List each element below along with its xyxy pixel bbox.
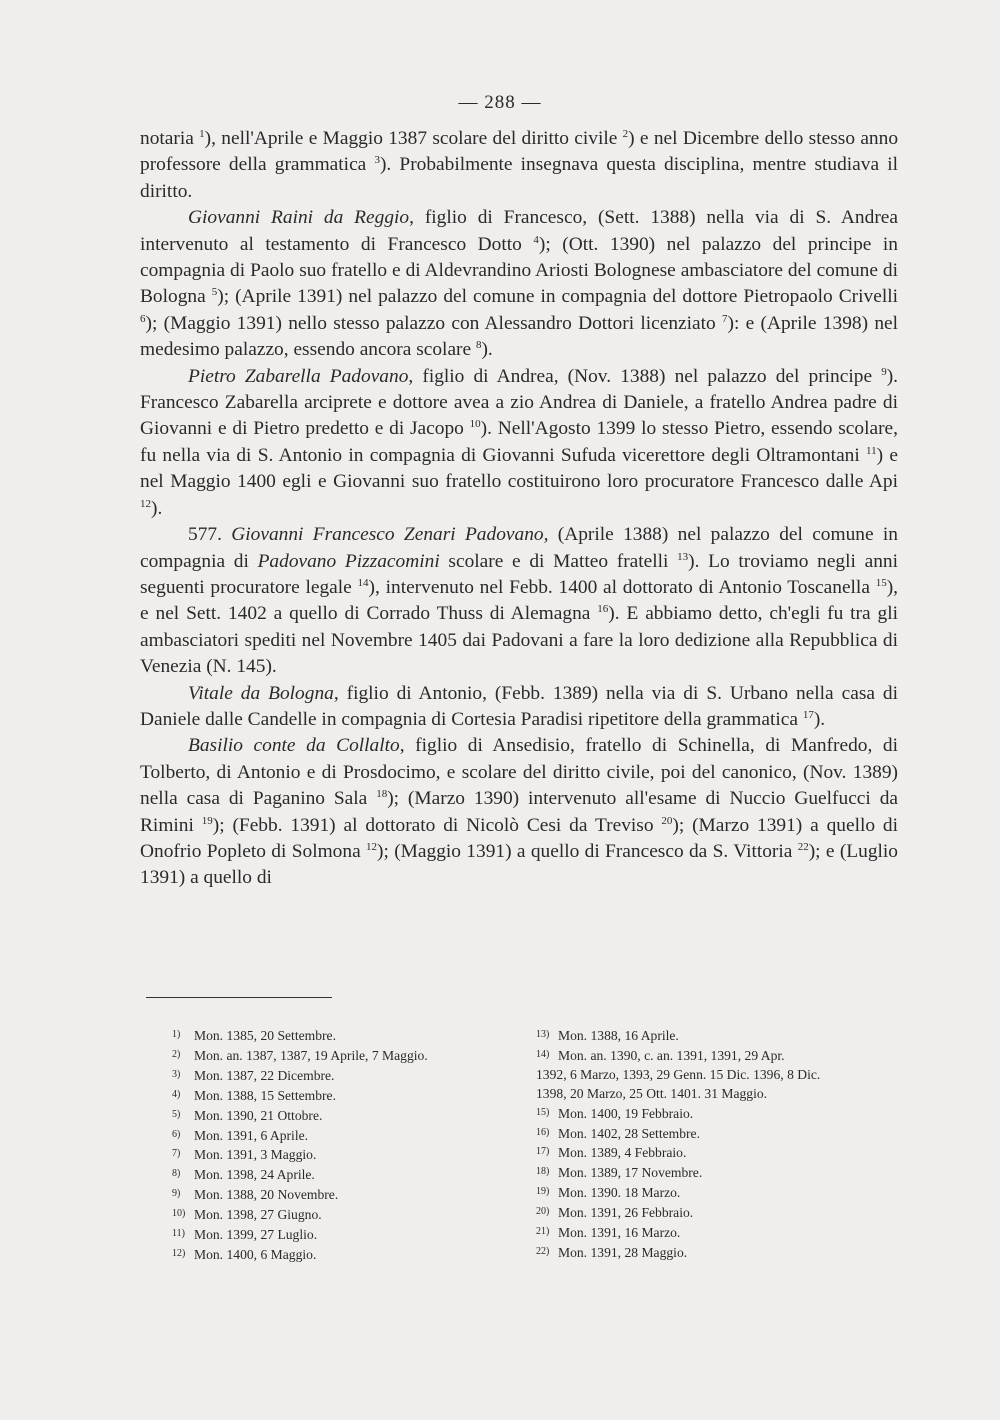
footnote-text: Mon. 1385, 20 Settembre. <box>194 1028 336 1043</box>
footnote-reference: 10 <box>469 418 481 431</box>
italic-name: Giovanni Francesco Zenari Padovano, <box>231 524 549 546</box>
footnote-reference: 14 <box>357 576 369 589</box>
text-run: ); (Aprile 1391) nel palazzo del comune in compagnia del dottore Pietropaolo Crivelli <box>217 286 898 308</box>
footnote <box>172 1066 532 1086</box>
text-run: ), nell'Aprile e Maggio 1387 scolare del diritto civile <box>204 128 623 149</box>
footnotes-right-column <box>536 1026 906 1263</box>
text-run: , figlio di Francesco, (Sett. 1388) nella via di S. Andrea intervenuto al testamento di Francesco Dotto <box>140 207 898 255</box>
paragraph <box>140 364 898 522</box>
footnote-reference: 20 <box>661 814 673 827</box>
paragraph <box>140 522 898 680</box>
text-run: ); (Ott. 1390) nel palazzo del principe in compagnia di Paolo suo fratello e di Aldevrandino Ariosti Bolognese ambasciatore del comune di Bologna <box>140 233 899 308</box>
footnote-text: Mon. an. 1390, c. an. 1391, 1391, 29 Apr. <box>558 1047 785 1063</box>
footnote-reference: 18 <box>376 788 388 801</box>
italic-name: Padovano Pizzacomini <box>257 550 440 572</box>
text-run: ). E abbiamo detto, ch'egli fu tra gli ambasciatori spediti nel Novembre 1405 dai Padovani a fare la loro dedizione alla Repubblica di Venezia (N. 145). <box>140 603 898 678</box>
footnote-reference: 13 <box>677 550 689 563</box>
footnote-text: Mon. 1389, 4 Febbraio. <box>558 1145 687 1161</box>
footnote-text: Mon. 1390. 18 Marzo. <box>558 1185 681 1201</box>
text-run: , figlio di Andrea, (Nov. 1388) nel palazzo del principe <box>408 365 882 387</box>
footnote-text: Mon. 1388, 16 Aprile. <box>558 1028 679 1043</box>
text-run: ); (Marzo 1391) a quello di Onofrio Popleto di Solmona <box>140 814 899 862</box>
footnote-mark: 21) <box>536 1226 550 1238</box>
footnote-reference: 22 <box>797 840 809 853</box>
footnote <box>172 1165 532 1185</box>
footnote <box>172 1145 532 1165</box>
text-run: ). Francesco Zabarella arciprete e dottore avea a zio Andrea di Daniele, a fratello Andrea padre di Giovanni e di Pietro predetto e di Jacopo <box>140 365 898 440</box>
footnote <box>536 1203 906 1223</box>
footnote-text: Mon. 1391, 3 Maggio. <box>194 1147 317 1163</box>
text-run: scolare e di Matteo fratelli <box>439 550 678 572</box>
footnote-mark: 12) <box>172 1247 186 1259</box>
footnote-text: Mon. 1388, 20 Novembre. <box>194 1187 339 1203</box>
footnote <box>536 1243 906 1263</box>
footnote-reference: 16 <box>597 603 609 616</box>
footnote-text: Mon. 1400, 19 Febbraio. <box>558 1105 694 1121</box>
footnote-reference: 12 <box>366 840 378 853</box>
text-run: ). Lo troviamo negli anni seguenti procuratore legale <box>140 550 898 598</box>
footnote <box>172 1225 532 1245</box>
page-number: — 288 — <box>458 92 542 113</box>
footnote-mark: 17) <box>536 1146 550 1158</box>
footnote-reference: 6 <box>140 312 146 325</box>
text-run: 577. <box>188 524 232 546</box>
footnote <box>172 1046 532 1066</box>
footnote <box>172 1086 532 1106</box>
text-run: ) e nel Dicembre dello stesso anno professore della grammatica <box>140 128 899 176</box>
text-run: ), e nel Sett. 1402 a quello di Corrado Thuss di Alemagna <box>140 576 898 625</box>
text-run: ), intervenuto nel Febb. 1400 al dottorato di Antonio Toscanella <box>368 576 876 598</box>
footnote-reference: 19 <box>201 814 213 827</box>
footnote-reference: 11 <box>866 444 877 457</box>
footnote-mark: 9) <box>172 1188 181 1200</box>
paragraph <box>140 126 898 205</box>
footnote-text: Mon. 1387, 22 Dicembre. <box>194 1067 335 1083</box>
italic-name: Pietro Zabarella Padovano <box>188 365 409 387</box>
footnote-text: Mon. 1391, 28 Maggio. <box>558 1244 688 1260</box>
footnote-mark: 18) <box>536 1166 550 1178</box>
footnote-text: Mon. 1400, 6 Maggio. <box>194 1246 317 1262</box>
footnote <box>172 1026 532 1046</box>
footnote-reference: 1 <box>199 128 205 140</box>
footnote <box>536 1183 906 1203</box>
text-run: ); (Marzo 1390) intervenuto all'esame di Nuccio Guelfucci da Rimini <box>140 788 898 836</box>
footnote <box>536 1143 906 1163</box>
footnote <box>536 1104 906 1124</box>
text-run: ). <box>151 497 163 519</box>
footnote-text: Mon. 1391, 6 Aprile. <box>194 1127 309 1143</box>
footnote-text: Mon. 1391, 26 Febbraio. <box>558 1205 694 1221</box>
footnote-reference: 5 <box>211 286 218 299</box>
footnote-continuation: 1392, 6 Marzo, 1393, 29 Genn. 15 Dic. 1396, 8 Dic. <box>536 1066 821 1082</box>
footnote-mark: 3) <box>172 1068 181 1080</box>
text-run: ); (Maggio 1391) nello stesso palazzo con Alessandro Dottori licenziato <box>145 312 723 334</box>
footnote-mark: 19) <box>536 1186 550 1198</box>
footnote-text: Mon. 1390, 21 Ottobre. <box>194 1107 323 1123</box>
italic-name: Vitale da Bologna <box>188 682 334 704</box>
footnote-mark: 22) <box>536 1245 550 1257</box>
footnote <box>536 1124 906 1144</box>
footnote-mark: 2) <box>172 1048 181 1060</box>
footnote <box>172 1205 532 1225</box>
footnote-reference: 8 <box>475 339 482 352</box>
text-run: ). <box>813 708 826 730</box>
footnote-text: Mon. 1398, 24 Aprile. <box>194 1167 315 1183</box>
text-run: notaria <box>140 128 200 149</box>
text-run: ); e (Luglio 1391) a quello di <box>140 840 899 889</box>
text-run: ). Probabilmente insegnava questa disciplina, mentre studiava il diritto. <box>140 154 898 202</box>
footnotes-left-column <box>172 1026 532 1265</box>
footnote-reference: 12 <box>140 497 151 510</box>
italic-name: Basilio conte da Collalto <box>188 735 400 757</box>
body-text <box>140 126 898 892</box>
footnote <box>536 1046 906 1066</box>
footnote-mark: 7) <box>172 1148 181 1160</box>
paragraph <box>140 205 898 363</box>
footnote-reference: 3 <box>374 154 380 167</box>
text-run: ): e (Aprile 1398) nel medesimo palazzo, essendo ancora scolare <box>140 312 899 361</box>
paragraph <box>140 733 898 891</box>
footnote <box>536 1026 906 1046</box>
italic-name: Giovanni Raini da Reggio <box>188 207 410 229</box>
text-run: ). Nell'Agosto 1399 lo stesso Pietro, essendo scolare, fu nella via di S. Antonio in compagnia di Giovanni Sufuda vicerettore degli Oltramontani <box>140 418 898 466</box>
footnote-mark: 14) <box>536 1048 550 1060</box>
footnote-reference: 9 <box>881 365 887 378</box>
text-run: ); (Febb. 1391) al dottorato di Nicolò Cesi da Treviso <box>212 814 662 836</box>
paragraph <box>140 681 898 734</box>
footnote-mark: 10) <box>172 1208 186 1220</box>
text-run: ). <box>481 339 493 361</box>
footnote-text: Mon. 1398, 27 Giugno. <box>194 1207 322 1223</box>
footnote-mark: 8) <box>172 1168 181 1180</box>
footnote <box>172 1245 532 1265</box>
footnote-text: Mon. an. 1387, 1387, 19 Aprile, 7 Maggio. <box>194 1047 428 1063</box>
footnote-mark: 20) <box>536 1206 550 1218</box>
text-run: , figlio di Ansedisio, fratello di Schinella, di Manfredo, di Tolberto, di Antonio e di Prosdocimo, e scolare del diritto civile, poi del canonico, (Nov. 1389) nella casa di Paganino Sala <box>140 735 898 810</box>
footnote <box>172 1126 532 1146</box>
footnote-text: Mon. 1388, 15 Settembre. <box>194 1087 336 1103</box>
text-run: , figlio di Antonio, (Febb. 1389) nella via di S. Urbano nella casa di Daniele dalle Candelle in compagnia di Cortesia Paradisi ripetitore della grammatica <box>140 682 898 730</box>
footnote-mark: 15) <box>536 1106 550 1118</box>
footnote <box>536 1163 906 1183</box>
text-run: (Aprile 1388) nel palazzo del comune in compagnia di <box>140 524 898 572</box>
footnote <box>536 1223 906 1243</box>
text-run: ) e nel Maggio 1400 egli e Giovanni suo fratello costituirono loro procuratore Francesco dalle Api <box>140 444 898 493</box>
text-run: ); (Maggio 1391) a quello di Francesco da S. Vittoria <box>377 840 798 862</box>
footnote-reference: 2 <box>622 128 629 140</box>
footnote-mark: 11) <box>172 1228 185 1240</box>
footnote-mark: 4) <box>172 1088 181 1100</box>
footnote-text: Mon. 1402, 28 Settembre. <box>558 1125 700 1141</box>
footnote-text: Mon. 1399, 27 Luglio. <box>194 1227 318 1243</box>
footnote-mark: 13) <box>536 1029 550 1040</box>
footnote-reference: 4 <box>533 233 539 246</box>
footnote-mark: 16) <box>536 1126 550 1138</box>
footnote-mark: 6) <box>172 1128 181 1140</box>
footnote-reference: 17 <box>802 708 814 721</box>
footnote <box>172 1106 532 1126</box>
footnote-mark: 1) <box>172 1029 181 1040</box>
footnote-mark: 5) <box>172 1108 181 1120</box>
footnote-text: Mon. 1391, 16 Marzo. <box>558 1225 681 1241</box>
footnote-reference: 15 <box>875 576 887 589</box>
footnote-text: Mon. 1389, 17 Novembre. <box>558 1165 703 1181</box>
footnote <box>172 1185 532 1205</box>
footnote-reference: 7 <box>722 312 728 325</box>
footnote-separator <box>146 997 332 998</box>
footnote-continuation: 1398, 20 Marzo, 25 Ott. 1401. 31 Maggio. <box>536 1085 768 1101</box>
